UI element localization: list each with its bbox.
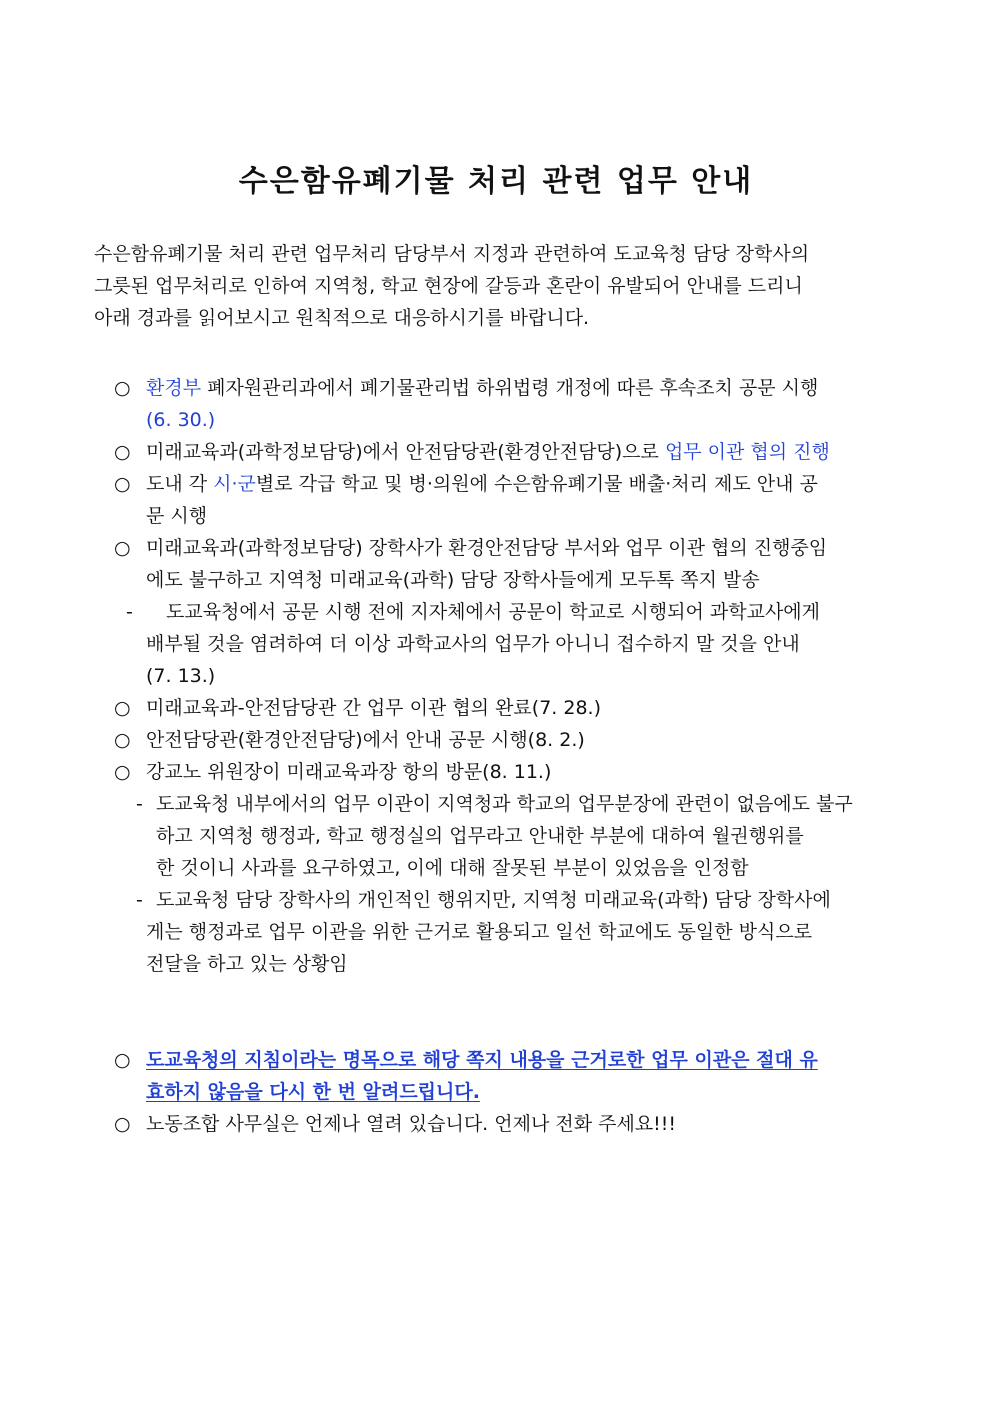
highlight-text: 환경부: [146, 377, 202, 399]
dash-marker: -: [136, 889, 143, 911]
sub-item-text: 도교육청 담당 장학사의 개인적인 행위지만, 지역청 미래교육(과학) 담당 장학사에: [156, 889, 831, 911]
highlight-text: 업무 이관 협의 진행: [664, 441, 830, 463]
list-item: [112, 532, 902, 596]
bullet-circle-icon: ○: [114, 441, 131, 463]
item-date: (6. 30.): [146, 409, 216, 431]
sub-item: [112, 884, 902, 980]
intro-line: 아래 경과를 읽어보시고 원칙적으로 대응하시기를 바랍니다.: [94, 307, 590, 329]
list-item: [112, 724, 902, 756]
bullet-circle-icon: ○: [114, 377, 131, 399]
sub-item-text: 전달을 하고 있는 상황임: [146, 953, 348, 975]
item-text: 노동조합 사무실은 언제나 열려 있습니다. 언제나 전화 주세요!!!: [146, 1113, 677, 1135]
bullet-circle-icon: ○: [114, 761, 131, 783]
list-item: [112, 372, 902, 436]
document-title: 수은함유폐기물 처리 관련 업무 안내: [238, 164, 754, 199]
sub-item-text: 한 것이니 사과를 요구하였고, 이에 대해 잘못된 부분이 있었음을 인정함: [156, 857, 749, 879]
bullet-circle-icon: ○: [114, 1049, 131, 1071]
sub-item-text: 도교육청에서 공문 시행 전에 지자체에서 공문이 학교로 시행되어 과학교사에게: [166, 601, 820, 623]
list-item: [112, 692, 902, 724]
closing-list: [112, 1044, 902, 1140]
emphasis-text: 효하지 않음을 다시 한 번 알려드립니다.: [146, 1081, 480, 1103]
list-item: [112, 468, 902, 532]
item-text: 안전담당관(환경안전담당)에서 안내 공문 시행(8. 2.): [146, 729, 585, 751]
sub-item-text: 도교육청 내부에서의 업무 이관이 지역청과 학교의 업무분장에 관련이 없음에도 불구: [156, 793, 853, 815]
item-text: 미래교육과-안전담당관 간 업무 이관 협의 완료(7. 28.): [146, 697, 601, 719]
dash-marker: -: [126, 601, 133, 623]
item-text: 도내 각: [146, 473, 214, 495]
emphasis-text: [146, 1076, 902, 1108]
sub-item-text: 배부될 것을 염려하여 더 이상 과학교사의 업무가 아니니 접수하지 말 것을 안내: [146, 633, 800, 655]
bullet-circle-icon: ○: [114, 537, 131, 559]
list-item: [112, 1044, 902, 1108]
bullet-circle-icon: ○: [114, 729, 131, 751]
bullet-circle-icon: ○: [114, 697, 131, 719]
item-text: 별로 각급 학교 및 병·의원에 수은함유폐기물 배출·처리 제도 안내 공: [255, 473, 818, 495]
sub-item-text: 게는 행정과로 업무 이관을 위한 근거로 활용되고 일선 학교에도 동일한 방식으로: [146, 921, 813, 943]
sub-item: [112, 596, 902, 692]
intro-line: 그릇된 업무처리로 인하여 지역청, 학교 현장에 갈등과 혼란이 유발되어 안내를 드리니: [94, 275, 803, 297]
bullet-circle-icon: ○: [114, 473, 131, 495]
emphasis-text: 도교육청의 지침이라는 명목으로 해당 쪽지 내용을 근거로한 업무 이관은 절대 유: [146, 1049, 818, 1071]
bullet-circle-icon: ○: [114, 1113, 131, 1135]
item-text: 미래교육과(과학정보담당)에서 안전담당관(환경안전담당)으로: [146, 441, 665, 463]
item-text: 에도 불구하고 지역청 미래교육(과학) 담당 장학사들에게 모두톡 쪽지 발송: [146, 569, 760, 591]
item-text: 폐자원관리과에서 폐기물관리법 하위법령 개정에 따른 후속조치 공문 시행: [201, 377, 819, 399]
intro-paragraph: [94, 238, 894, 334]
sub-item-text: 하고 지역청 행정과, 학교 행정실의 업무라고 안내한 부분에 대하여 월권행위를: [156, 825, 804, 847]
highlight-text: 시·군: [213, 473, 256, 495]
item-text: 미래교육과(과학정보담당) 장학사가 환경안전담당 부서와 업무 이관 협의 진행중임: [146, 537, 828, 559]
item-text: 강교노 위원장이 미래교육과장 항의 방문(8. 11.): [146, 761, 552, 783]
list-item: [112, 756, 902, 788]
list-item: [112, 1108, 902, 1140]
list-item: [112, 436, 902, 468]
sub-item: [112, 788, 902, 884]
dash-marker: -: [136, 793, 143, 815]
sub-item-date: (7. 13.): [146, 665, 216, 687]
item-text: 문 시행: [146, 505, 208, 527]
intro-line: 수은함유폐기물 처리 관련 업무처리 담당부서 지정과 관련하여 도교육청 담당 장학사의: [94, 243, 810, 265]
timeline-list: [112, 372, 902, 980]
